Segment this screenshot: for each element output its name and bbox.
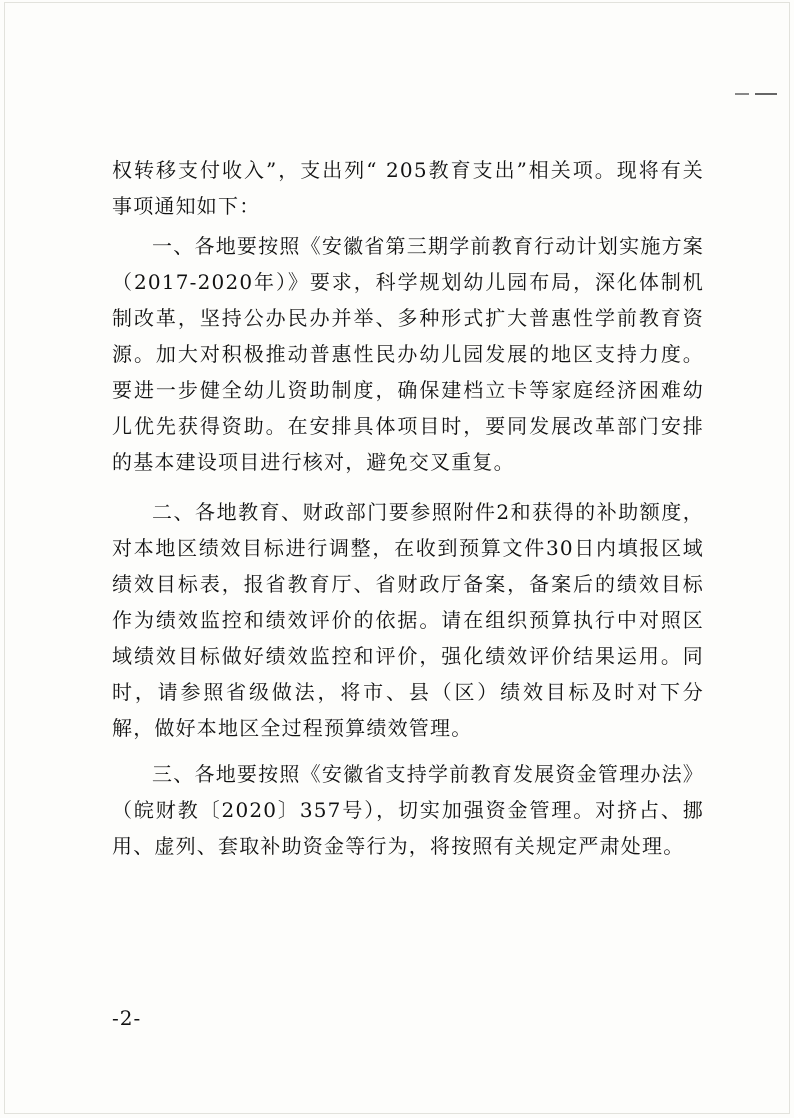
paragraph-continuation: 权转移支付收入”，支出列“ 205教育支出”相关项。现将有关事项通知如下： (112, 158, 704, 218)
document-body (112, 152, 704, 868)
paragraph-item-3: 三、各地要按照《安徽省支持学前教育发展资金管理办法》（皖财教〔2020〕357号），切实加强资金管理。对挤占、挪用、虚列、套取补助资金等行为，将按照有关规定严肃处理。 (112, 762, 704, 858)
page-number: -2- (112, 1006, 142, 1030)
scan-artifact-mark (735, 92, 779, 96)
paragraph-item-1: 一、各地要按照《安徽省第三期学前教育行动计划实施方案（2017-2020年）》要求，科学规划幼儿园布局，深化体制机制改革，坚持公办民办并举、多种形式扩大普惠性学前教育资源。加大对积极推动普惠性民办幼儿园发展的地区支持力度。要进一步健全幼儿资助制度，确保建档立卡等家庭经济困难幼儿优先获得资助。在安排具体项目时，要同发展改革部门安排的基本建设项目进行核对，避免交叉重复。 (112, 234, 704, 474)
paragraph-item-2: 二、各地教育、财政部门要参照附件2和获得的补助额度，对本地区绩效目标进行调整，在收到预算文件30日内填报区域绩效目标表，报省教育厅、省财政厅备案，备案后的绩效目标作为绩效监控和绩效评价的依据。请在组织预算执行中对照区域绩效目标做好绩效监控和评价，强化绩效评价结果运用。同时，请参照省级做法，将市、县（区）绩效目标及时对下分解，做好本地区全过程预算绩效管理。 (112, 500, 704, 740)
